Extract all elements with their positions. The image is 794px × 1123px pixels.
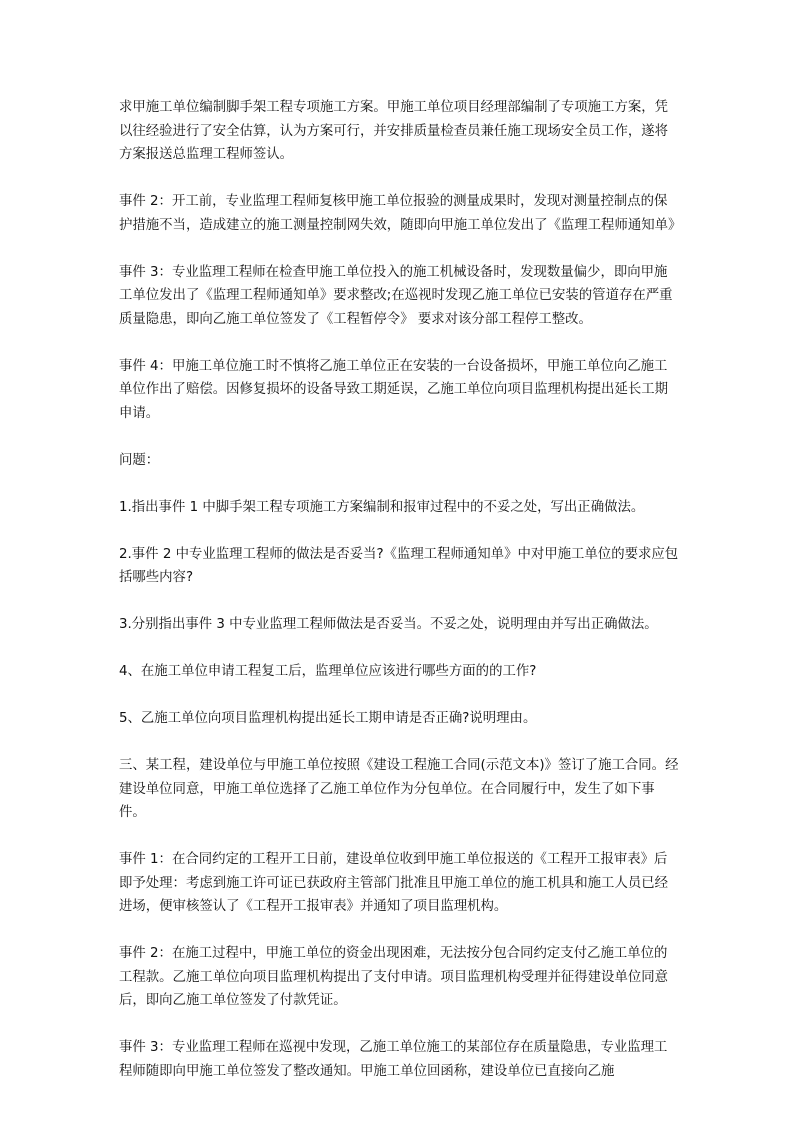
paragraph-scaffold-plan: 求甲施工单位编制脚手架工程专项施工方案。甲施工单位项目经理部编制了专项施工方案，凭以往经验进行了安全估算，认为方案可行，并安排质量检查员兼任施工现场安全员工作，遂将方案报送总监理工程师签认。 — [119, 100, 669, 162]
question-1: 1.指出事件 1 中脚手架工程专项施工方案编制和报审过程中的不妥之处，写出正确做法。 — [119, 499, 645, 515]
question-5: 5、乙施工单位向项目监理机构提出延长工期申请是否正确?说明理由。 — [119, 711, 537, 726]
section-three-event-2: 事件 2：在施工过程中，甲施工单位的资金出现困难，无法按分包合同约定支付乙施工单位的工程款。乙施工单位向项目监理机构提出了支付申请。项目监理机构受理并征得建设单位同意后，即向乙施工单位签发了付款凭证。 — [119, 946, 669, 1008]
section-three-event-3: 事件 3：专业监理工程师在巡视中发现，乙施工单位施工的某部位存在质量隐患，专业监理工程师随即向甲施工单位签发了整改通知。甲施工单位回函称，建设单位已直接向乙施 — [119, 1040, 668, 1079]
paragraph-event-2: 事件 2：开工前，专业监理工程师复核甲施工单位报验的测量成果时，发现对测量控制点的保护措施不当，造成建立的施工测量控制网失效，随即向甲施工单位发出了《监理工程师通知单》 — [119, 194, 682, 233]
paragraph-event-4: 事件 4：甲施工单位施工时不慎将乙施工单位正在安装的一台设备损坏，甲施工单位向乙施工单位作出了赔偿。因修复损坏的设备导致工期延误，乙施工单位向项目监理机构提出延长工期申请。 — [119, 358, 669, 421]
document-body — [119, 96, 682, 1083]
questions-heading: 问题： — [119, 452, 160, 468]
question-4: 4、在施工单位申请工程复工后，监理单位应该进行哪些方面的的工作? — [119, 664, 537, 679]
paragraph-event-3: 事件 3：专业监理工程师在检查甲施工单位投入的施工机械设备时，发现数量偏少，即向甲施工单位发出了《监理工程师通知单》要求整改;在巡视时发现乙施工单位已安装的管道存在严重质量隐患，即向乙施工单位签发了《工程暂停令》 要求对该分部工程停工整改。 — [119, 264, 673, 327]
question-2: 2.事件 2 中专业监理工程师的做法是否妥当?《监理工程师通知单》中对甲施工单位的要求应包括哪些内容? — [119, 546, 679, 585]
section-three-event-1: 事件 1：在合同约定的工程开工日前，建设单位收到甲施工单位报送的《工程开工报审表》后即予处理：考虑到施工许可证已获政府主管部门批准且甲施工单位的施工机具和施工人员已经进场，便审核签认了《工程开工报审表》并通知了项目监理机构。 — [119, 852, 669, 914]
question-3: 3.分别指出事件 3 中专业监理工程师做法是否妥当。不妥之处，说明理由并写出正确做法。 — [119, 617, 658, 632]
section-three-intro: 三、某工程，建设单位与甲施工单位按照《建设工程施工合同(示范文本)》签订了施工合同。经建设单位同意，甲施工单位选择了乙施工单位作为分包单位。在合同履行中，发生了如下事件。 — [119, 758, 679, 820]
